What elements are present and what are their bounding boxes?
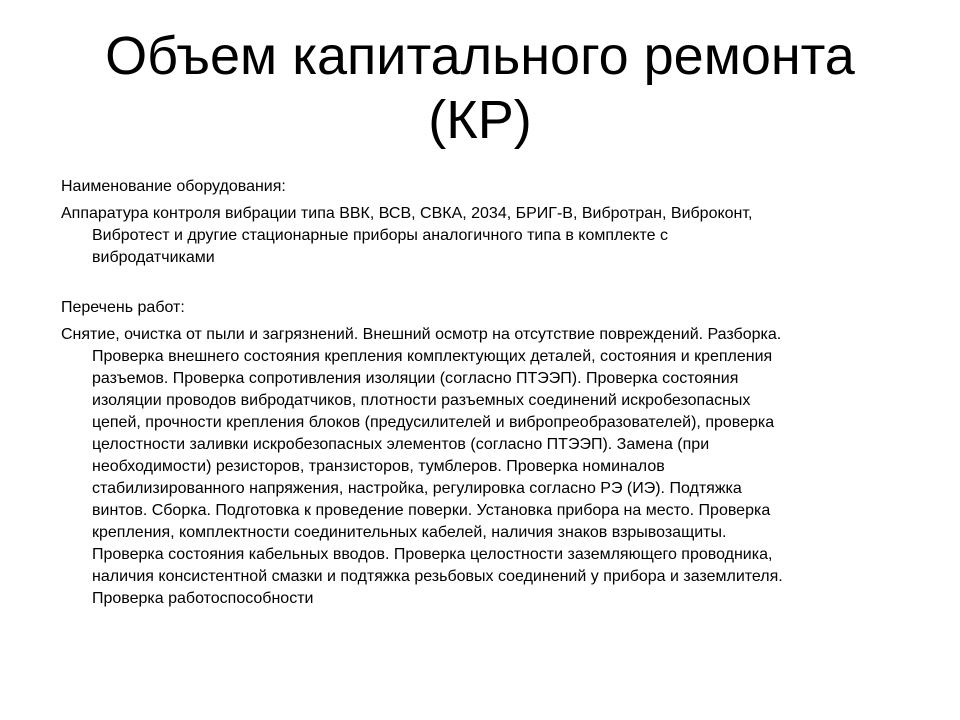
works-description <box>61 324 911 610</box>
slide-title-line-2: (КР) <box>428 90 532 150</box>
equipment-line-1: Аппаратура контроля вибрации типа ВВК, ВСВ, СВКА, 2034, БРИГ-В, Вибротран, Виброконт, <box>61 205 753 222</box>
equipment-description <box>61 203 911 269</box>
works-line-10: крепления, комплектности соединительных кабелей, наличия знаков взрывозащиты. <box>92 524 727 541</box>
equipment-line-3: вибродатчиками <box>92 249 215 266</box>
works-line-1: Снятие, очистка от пыли и загрязнений. Внешний осмотр на отсутствие повреждений. Разборка. <box>61 326 782 343</box>
works-line-4: изоляции проводов вибродатчиков, плотности разъемных соединений искробезопасных <box>92 392 751 409</box>
equipment-line-2: Вибротест и другие стационарные приборы аналогичного типа в комплекте с <box>92 227 668 244</box>
works-heading-text: Перечень работ: <box>61 299 185 316</box>
equipment-heading-text: Наименование оборудования: <box>61 178 286 195</box>
equipment-heading <box>61 176 911 198</box>
section-spacer <box>61 274 911 297</box>
works-line-2: Проверка внешнего состояния крепления комплектующих деталей, состояния и крепления <box>92 348 773 365</box>
works-line-6: целостности заливки искробезопасных элементов (согласно ПТЭЭП). Замена (при <box>92 436 710 453</box>
works-line-8: стабилизированного напряжения, настройка, регулировка согласно РЭ (ИЭ). Подтяжка <box>92 480 742 497</box>
slide-title-line-1: Объем капитального ремонта <box>105 26 855 86</box>
works-line-3: разъемов. Проверка сопротивления изоляции (согласно ПТЭЭП). Проверка состояния <box>92 370 739 387</box>
works-heading <box>61 297 911 319</box>
works-line-9: винтов. Сборка. Подготовка к проведение поверки. Установка прибора на место. Проверка <box>92 502 771 519</box>
works-line-12: наличия консистентной смазки и подтяжка резьбовых соединений у прибора и заземлителя. <box>92 568 783 585</box>
works-line-13: Проверка работоспособности <box>92 590 314 607</box>
slide-body <box>61 176 911 615</box>
works-line-7: необходимости) резисторов, транзисторов, тумблеров. Проверка номиналов <box>92 458 665 475</box>
slide-title <box>48 24 912 152</box>
works-line-5: цепей, прочности крепления блоков (предусилителей и вибропреобразователей), проверка <box>92 414 775 431</box>
works-line-11: Проверка состояния кабельных вводов. Проверка целостности заземляющего проводника, <box>92 546 773 563</box>
